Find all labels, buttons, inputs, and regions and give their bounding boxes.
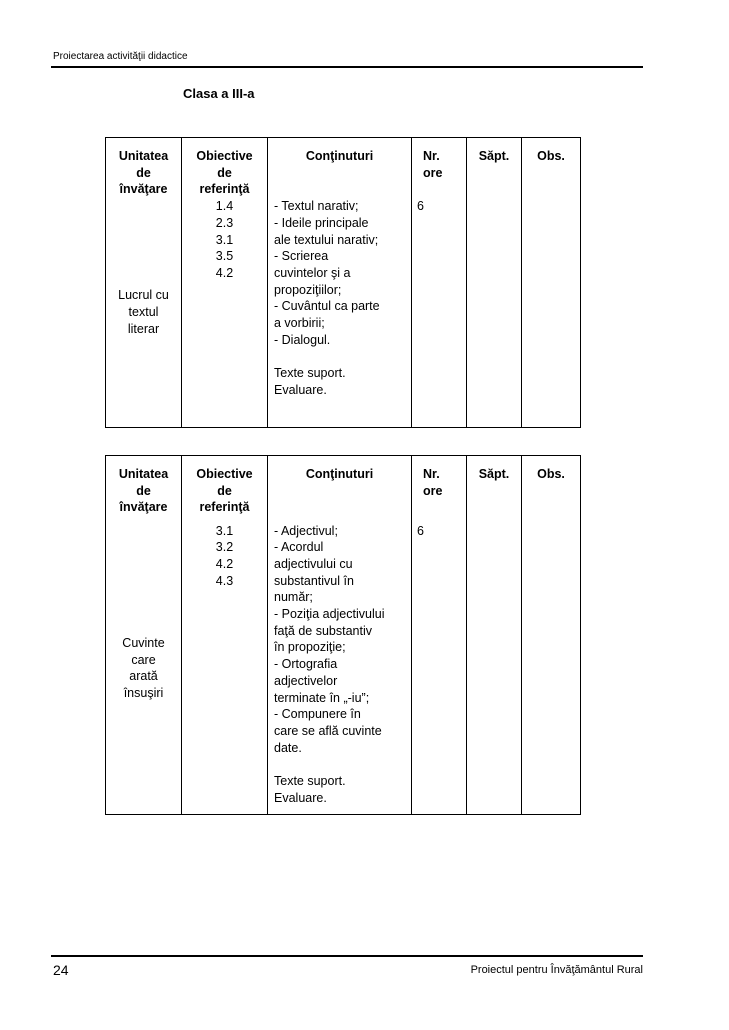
content-item: - Scrierea <box>274 249 329 264</box>
header-text: ore <box>423 165 443 180</box>
hours-cell: 6 <box>412 198 467 427</box>
content-item: propoziţiilor; <box>274 282 342 297</box>
content-item: faţă de substantiv <box>274 623 372 638</box>
content-item: terminate în „-iu”; <box>274 690 370 705</box>
class-title: Clasa a III-a <box>183 86 255 101</box>
header-text: Obiective <box>196 149 253 163</box>
header-text: referinţă <box>199 500 250 515</box>
column-header-unit <box>106 456 182 523</box>
header-text: de <box>217 165 232 180</box>
contents-cell <box>268 523 412 815</box>
objectives-cell <box>182 523 268 815</box>
content-item: adjectivului cu <box>274 556 353 571</box>
unit-cell <box>106 523 182 815</box>
content-item: care se află cuvinte <box>274 723 382 738</box>
content-item: date. <box>274 740 302 755</box>
column-header-week: Săpt. <box>467 138 522 199</box>
content-item: număr; <box>274 590 313 605</box>
content-item: - Compunere în <box>274 707 361 722</box>
content-item: - Textul narativ; <box>274 199 359 214</box>
content-item: - Adjectivul; <box>274 523 338 538</box>
header-text: învăţare <box>119 182 168 197</box>
column-header-unit <box>106 138 182 199</box>
unit-text: literar <box>127 321 160 336</box>
content-item: ale textului narativ; <box>274 232 379 247</box>
column-header-obs: Obs. <box>522 456 581 523</box>
unit-text: însuşiri <box>123 685 164 700</box>
objective-code: 3.5 <box>215 249 234 264</box>
content-item: - Ortografia <box>274 657 338 672</box>
unit-text: Lucrul cu <box>118 288 169 303</box>
column-header-objectives <box>182 138 268 199</box>
support-text: Texte suport. <box>274 774 346 789</box>
content-item: adjectivelor <box>274 673 338 688</box>
header-text: învăţare <box>119 500 168 515</box>
hours-cell: 6 <box>412 523 467 815</box>
week-cell <box>467 198 522 427</box>
header-text: de <box>136 483 151 498</box>
content-item: - Acordul <box>274 540 324 555</box>
objectives-cell <box>182 198 268 427</box>
content-item: în propoziţie; <box>274 640 346 655</box>
content-item: - Dialogul. <box>274 332 331 347</box>
footer-rule <box>51 955 643 957</box>
unit-cell <box>106 198 182 427</box>
objective-code: 3.1 <box>215 232 234 247</box>
content-item: - Cuvântul ca parte <box>274 299 380 314</box>
obs-cell <box>522 523 581 815</box>
header-text: Nr. <box>423 149 440 163</box>
page-number: 24 <box>53 962 69 978</box>
header-text: de <box>136 165 151 180</box>
header-text: Unitatea <box>118 149 169 163</box>
objective-code: 4.2 <box>215 556 234 571</box>
planning-table-2 <box>105 455 581 815</box>
objective-code: 3.1 <box>215 523 234 538</box>
column-header-hours <box>412 456 467 523</box>
objective-code: 2.3 <box>215 215 234 230</box>
content-item: substantivul în <box>274 573 354 588</box>
header-text: de <box>217 483 232 498</box>
header-text: ore <box>423 483 443 498</box>
evaluation-text: Evaluare. <box>274 382 327 397</box>
content-item: - Ideile principale <box>274 215 369 230</box>
header-text: Obiective <box>196 467 253 481</box>
content-item: cuvintelor şi a <box>274 265 351 280</box>
objective-code: 4.3 <box>215 573 234 588</box>
week-cell <box>467 523 522 815</box>
content-item: a vorbirii; <box>274 316 325 331</box>
running-header: Proiectarea activităţii didactice <box>53 51 188 62</box>
unit-text: Cuvinte <box>122 635 165 650</box>
objective-code: 3.2 <box>215 540 234 555</box>
contents-cell <box>268 198 412 427</box>
obs-cell <box>522 198 581 427</box>
header-text: Nr. <box>423 467 440 481</box>
header-text: Unitatea <box>118 467 169 481</box>
planning-table-1 <box>105 137 581 428</box>
column-header-contents: Conţinuturi <box>268 138 412 199</box>
unit-text: care <box>131 652 156 667</box>
footer-project-title: Proiectul pentru Învăţământul Rural <box>470 964 643 976</box>
objective-code: 4.2 <box>215 265 234 280</box>
header-rule <box>51 66 643 68</box>
column-header-week: Săpt. <box>467 456 522 523</box>
support-text: Texte suport. <box>274 366 346 381</box>
column-header-obs: Obs. <box>522 138 581 199</box>
column-header-contents: Conţinuturi <box>268 456 412 523</box>
unit-text: arată <box>129 669 158 684</box>
evaluation-text: Evaluare. <box>274 790 327 805</box>
content-item: - Poziţia adjectivului <box>274 607 385 622</box>
column-header-hours <box>412 138 467 199</box>
column-header-objectives <box>182 456 268 523</box>
unit-text: textul <box>128 305 159 319</box>
objective-code: 1.4 <box>215 199 234 214</box>
header-text: referinţă <box>199 182 250 197</box>
